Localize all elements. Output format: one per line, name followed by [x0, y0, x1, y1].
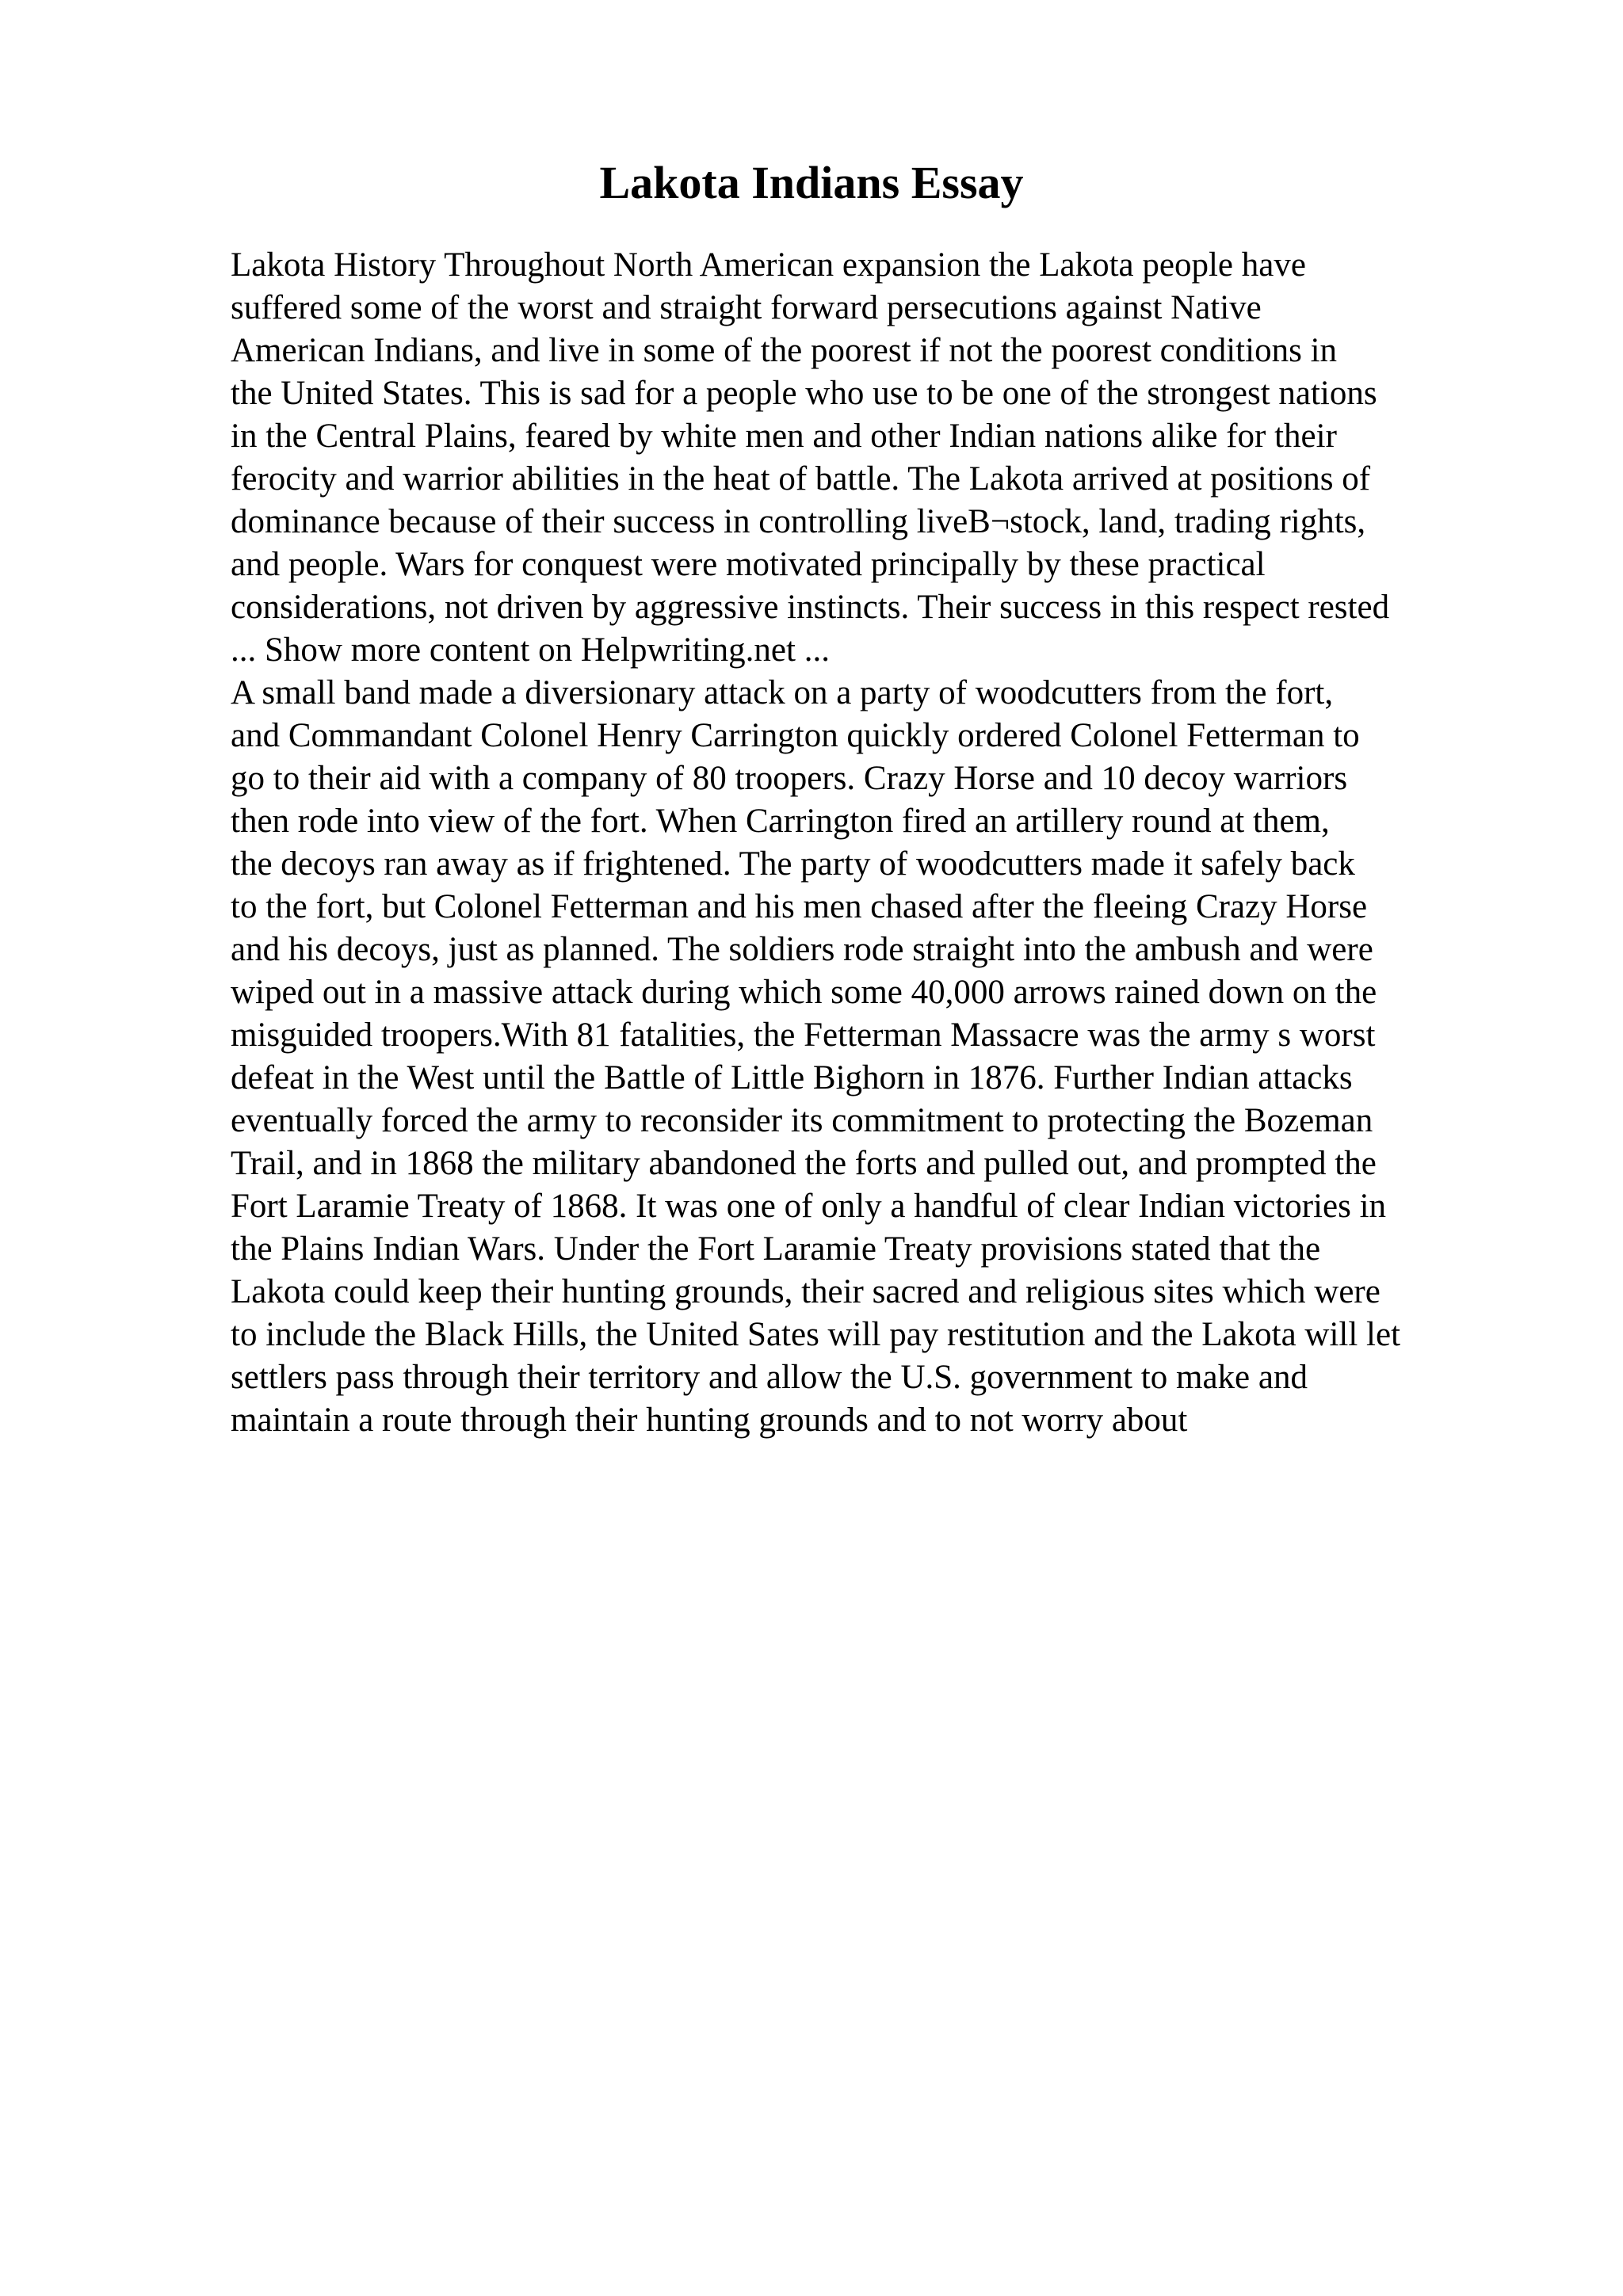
text-line: settlers pass through their territory and allow the U.S. government to make and [231, 1359, 1308, 1396]
text-line: maintain a route through their hunting grounds and to not worry about [231, 1402, 1188, 1439]
text-line: Trail, and in 1868 the military abandoned the forts and pulled out, and prompted the [231, 1145, 1377, 1182]
text-line: to include the Black Hills, the United Sates will pay restitution and the Lakota will let [231, 1316, 1401, 1353]
text-line: and Commandant Colonel Henry Carrington quickly ordered Colonel Fetterman to [231, 717, 1360, 754]
text-line: Fort Laramie Treaty of 1868. It was one of only a handful of clear Indian victories in [231, 1188, 1387, 1225]
text-line: suffered some of the worst and straight forward persecutions against Native [231, 289, 1262, 326]
text-line: then rode into view of the fort. When Carrington fired an artillery round at them, [231, 803, 1330, 840]
text-line: and his decoys, just as planned. The soldiers rode straight into the ambush and were [231, 931, 1373, 968]
text-line: ferocity and warrior abilities in the heat of battle. The Lakota arrived at positions of [231, 460, 1371, 498]
text-line: the Plains Indian Wars. Under the Fort Laramie Treaty provisions stated that the [231, 1230, 1321, 1268]
text-line: misguided troopers.With 81 fatalities, the Fetterman Massacre was the army s worst [231, 1016, 1376, 1054]
text-line: the United States. This is sad for a people who use to be one of the strongest nations [231, 375, 1377, 412]
text-line: American Indians, and live in some of the poorest if not the poorest conditions in [231, 332, 1338, 369]
text-line: A small band made a diversionary attack on a party of woodcutters from the fort, [231, 674, 1334, 711]
text-line: to the fort, but Colonel Fetterman and his men chased after the fleeing Crazy Horse [231, 888, 1368, 925]
text-line: dominance because of their success in controlling liveB¬stock, land, trading rights, [231, 503, 1366, 540]
text-line: in the Central Plains, feared by white men and other Indian nations alike for their [231, 418, 1337, 455]
text-line: Lakota History Throughout North American expansion the Lakota people have [231, 246, 1306, 284]
text-line: go to their aid with a company of 80 troopers. Crazy Horse and 10 decoy warriors [231, 760, 1348, 797]
text-line: eventually forced the army to reconsider its commitment to protecting the Bozeman [231, 1102, 1373, 1139]
text-line: wiped out in a massive attack during which some 40,000 arrows rained down on the [231, 974, 1377, 1011]
text-line: and people. Wars for conquest were motivated principally by these practical [231, 546, 1266, 583]
text-line: defeat in the West until the Battle of Little Bighorn in 1876. Further Indian attacks [231, 1059, 1353, 1097]
text-line: the decoys ran away as if frightened. The party of woodcutters made it safely back [231, 845, 1355, 883]
text-line: Lakota could keep their hunting grounds, their sacred and religious sites which were [231, 1273, 1381, 1310]
text-line: considerations, not driven by aggressive instincts. Their success in this respect rested [231, 589, 1390, 626]
show-more-link-text: ... Show more content on Helpwriting.net ... [231, 631, 830, 669]
document-title: Lakota Indians Essay [599, 157, 1024, 208]
essay-body [231, 244, 1594, 1442]
